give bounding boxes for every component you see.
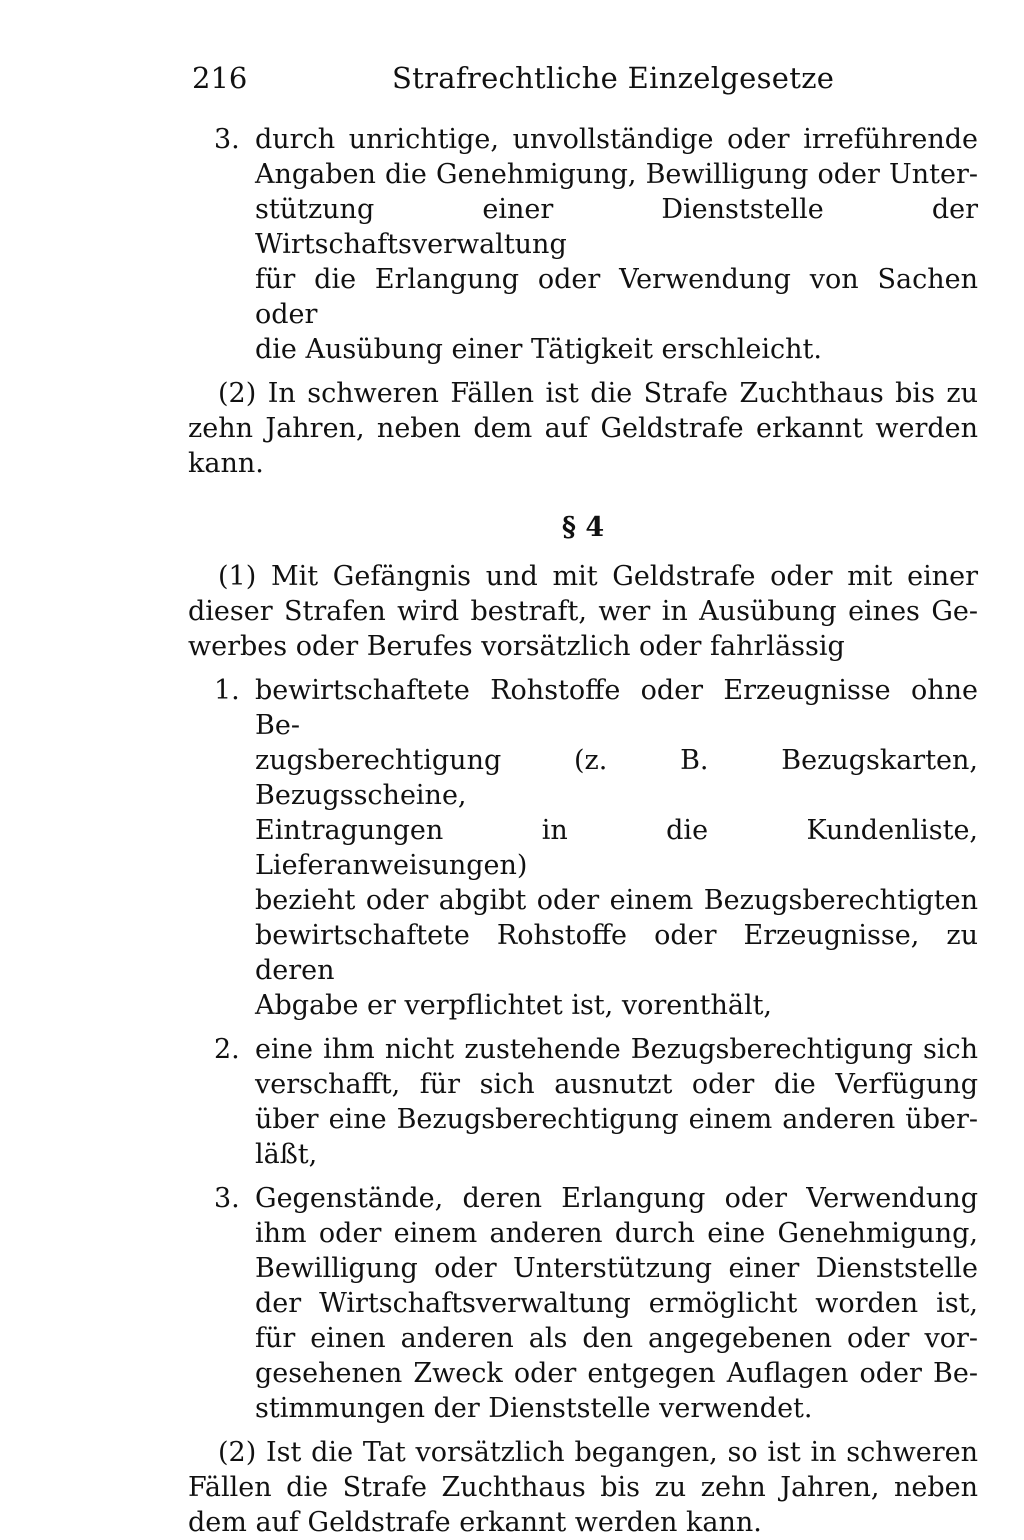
item-number: 3. <box>214 1183 240 1214</box>
page-body <box>188 122 978 1540</box>
text-line: zugsberechtigung (z. B. Bezugskarten, Bezugsscheine, <box>255 745 978 811</box>
paragraph-1 <box>188 559 978 664</box>
section-heading: § 4 <box>561 512 605 543</box>
text-line: für die Erlangung oder Verwendung von Sachen oder <box>255 264 978 330</box>
text-line: kann. <box>188 448 264 479</box>
text-line: der Wirtschaftsverwaltung ermöglicht worden ist, <box>255 1288 978 1319</box>
text-line: zehn Jahren, neben dem auf Geldstrafe erkannt werden <box>188 413 978 444</box>
paragraph-2-previous <box>188 376 978 481</box>
text-line: Bewilligung oder Unterstützung einer Dienststelle <box>255 1253 978 1284</box>
text-line: durch unrichtige, unvollständige oder irreführende <box>255 124 978 155</box>
text-line: die Ausübung einer Tätigkeit erschleicht. <box>255 334 822 365</box>
list-item-1 <box>188 673 978 1023</box>
text-line: (2) Ist die Tat vorsätzlich begangen, so ist in schweren <box>218 1437 978 1468</box>
text-line: dieser Strafen wird bestraft, wer in Ausübung eines Ge- <box>188 596 978 627</box>
paragraph-2 <box>188 1435 978 1540</box>
text-line: dem auf Geldstrafe erkannt werden kann. <box>188 1507 762 1538</box>
text-line: bewirtschaftete Rohstoffe oder Erzeugnisse, zu deren <box>255 920 978 986</box>
list-item-2 <box>188 1032 978 1172</box>
text-line: läßt, <box>255 1139 318 1170</box>
text-line: eine ihm nicht zustehende Bezugsberechtigung sich <box>255 1034 978 1065</box>
text-line: (1) Mit Gefängnis und mit Geldstrafe oder mit einer <box>218 561 978 592</box>
text-line: bezieht oder abgibt oder einem Bezugsberechtigten <box>255 885 978 916</box>
text-line: werbes oder Berufes vorsätzlich oder fahrlässig <box>188 631 845 662</box>
page-number: 216 <box>192 61 248 95</box>
text-line: stützung einer Dienststelle der Wirtschaftsverwaltung <box>255 194 978 260</box>
text-line: gesehenen Zweck oder entgegen Auflagen oder Be- <box>255 1358 978 1389</box>
page-header <box>192 58 982 98</box>
text-line: Abgabe er verpflichtet ist, vorenthält, <box>255 990 773 1021</box>
text-line: Fällen die Strafe Zuchthaus bis zu zehn Jahren, neben <box>188 1472 978 1503</box>
text-line: für einen anderen als den angegebenen oder vor- <box>255 1323 978 1354</box>
text-line: Gegenstände, deren Erlangung oder Verwendung <box>255 1183 978 1214</box>
text-line: über eine Bezugsberechtigung einem anderen über- <box>255 1104 978 1135</box>
item-number: 1. <box>214 675 240 706</box>
text-line: stimmungen der Dienststelle verwendet. <box>255 1393 813 1424</box>
text-line: (2) In schweren Fällen ist die Strafe Zuchthaus bis zu <box>218 378 978 409</box>
item-number: 2. <box>214 1034 240 1065</box>
text-line: verschafft, für sich ausnutzt oder die Verfügung <box>255 1069 978 1100</box>
text-line: bewirtschaftete Rohstoffe oder Erzeugnisse ohne Be- <box>255 675 978 741</box>
item-number: 3. <box>214 124 240 155</box>
list-item-3-continued <box>188 122 978 367</box>
list-item-3 <box>188 1181 978 1426</box>
text-line: ihm oder einem anderen durch eine Genehmigung, <box>255 1218 978 1249</box>
text-line: Angaben die Genehmigung, Bewilligung oder Unter- <box>255 159 978 190</box>
running-title: Strafrechtliche Einzelgesetze <box>392 61 835 95</box>
text-line: Eintragungen in die Kundenliste, Lieferanweisungen) <box>255 815 978 881</box>
